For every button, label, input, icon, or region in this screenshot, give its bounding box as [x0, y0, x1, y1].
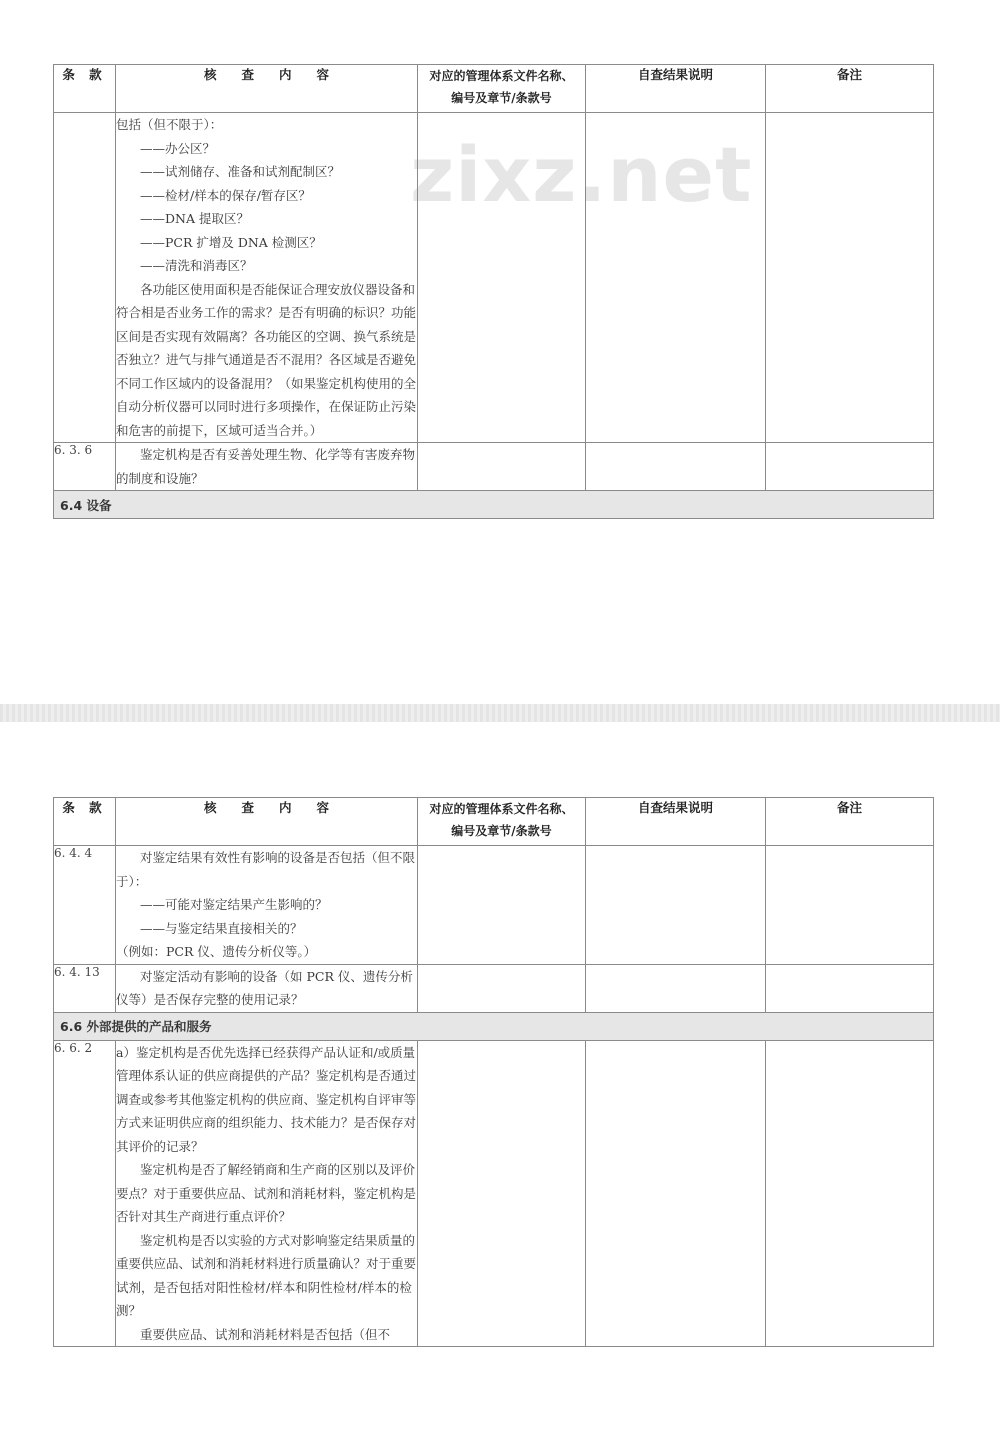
- section-row: [54, 491, 934, 519]
- table-row: [54, 113, 934, 443]
- result-cell[interactable]: [586, 443, 766, 491]
- header-result: 自查结果说明: [586, 65, 766, 113]
- content-cell: 包括（但不限于）： ——办公区？ ——试剂储存、准备和试剂配制区？ ——检材/样本的保存/暂存区？ ——DNA 提取区？ ——PCR 扩增及 DNA 检测区？ ——清洗和消毒区？ 各功能区使用面积是否能保证合理安放仪器设备和符合相是否业务工作的需求？是否有明确的标识？功能区间是否实现有效隔离？各功能区的空调、换气系统是否独立？进气与排气通道是否不混用？各区域是否避免不同工作区域内的设备混用？（如果鉴定机构使用的全自动分析仪器可以同时进行多项操作，在保证防止污染和危害的前提下，区域可适当合并。）: [116, 113, 418, 443]
- clause-cell: 6. 6. 2: [54, 1040, 116, 1347]
- result-cell[interactable]: [586, 113, 766, 443]
- table-header-row: [54, 798, 934, 846]
- table-row: [54, 1040, 934, 1347]
- content-cell: 鉴定机构是否有妥善处理生物、化学等有害废弃物的制度和设施？: [116, 443, 418, 491]
- header-result: 自查结果说明: [586, 798, 766, 846]
- header-document: 对应的管理体系文件名称、 编号及章节/条款号: [418, 798, 586, 846]
- result-cell[interactable]: [586, 1040, 766, 1347]
- document-cell[interactable]: [418, 443, 586, 491]
- header-remark: 备注: [766, 798, 934, 846]
- header-clause: 条 款: [54, 65, 116, 113]
- clause-cell: 6. 3. 6: [54, 443, 116, 491]
- header-document: 对应的管理体系文件名称、 编号及章节/条款号: [418, 65, 586, 113]
- remark-cell[interactable]: [766, 964, 934, 1012]
- content-cell: 对鉴定结果有效性有影响的设备是否包括（但不限于）： ——可能对鉴定结果产生影响的？ ——与鉴定结果直接相关的？ （例如：PCR 仪、遗传分析仪等。）: [116, 846, 418, 965]
- document-cell[interactable]: [418, 964, 586, 1012]
- remark-cell[interactable]: [766, 443, 934, 491]
- result-cell[interactable]: [586, 964, 766, 1012]
- table-row: [54, 846, 934, 965]
- clause-cell: 6. 4. 4: [54, 846, 116, 965]
- watermark: zixz.net: [410, 130, 753, 219]
- table-row: [54, 443, 934, 491]
- remark-cell[interactable]: [766, 846, 934, 965]
- document-cell[interactable]: [418, 846, 586, 965]
- clause-cell: 6. 4. 13: [54, 964, 116, 1012]
- header-remark: 备注: [766, 65, 934, 113]
- document-cell[interactable]: [418, 113, 586, 443]
- header-clause: 条 款: [54, 798, 116, 846]
- header-content: 核 查 内 容: [116, 798, 418, 846]
- section-title: 6.6 外部提供的产品和服务: [54, 1012, 934, 1040]
- content-cell: 对鉴定活动有影响的设备（如 PCR 仪、遗传分析仪等）是否保存完整的使用记录？: [116, 964, 418, 1012]
- header-content: 核 查 内 容: [116, 65, 418, 113]
- section-title: 6.4 设备: [54, 491, 934, 519]
- checklist-table-page-2: [53, 797, 934, 1347]
- document-cell[interactable]: [418, 1040, 586, 1347]
- remark-cell[interactable]: [766, 113, 934, 443]
- page-separator: [0, 704, 1000, 722]
- content-cell: a）鉴定机构是否优先选择已经获得产品认证和/或质量管理体系认证的供应商提供的产品？鉴定机构是否通过调查或参考其他鉴定机构的供应商、鉴定机构自评审等方式来证明供应商的组织能力、技术能力？是否保存对其评价的记录？ 鉴定机构是否了解经销商和生产商的区别以及评价要点？对于重要供应品、试剂和消耗材料，鉴定机构是否针对其生产商进行重点评价？ 鉴定机构是否以实验的方式对影响鉴定结果质量的重要供应品、试剂和消耗材料进行质量确认？对于重要试剂，是否包括对阳性检材/样本和阴性检材/样本的检测？ 重要供应品、试剂和消耗材料是否包括（但不: [116, 1040, 418, 1347]
- table-header-row: [54, 65, 934, 113]
- remark-cell[interactable]: [766, 1040, 934, 1347]
- clause-cell: [54, 113, 116, 443]
- checklist-table-page-1: [53, 64, 934, 519]
- section-row: [54, 1012, 934, 1040]
- result-cell[interactable]: [586, 846, 766, 965]
- table-row: [54, 964, 934, 1012]
